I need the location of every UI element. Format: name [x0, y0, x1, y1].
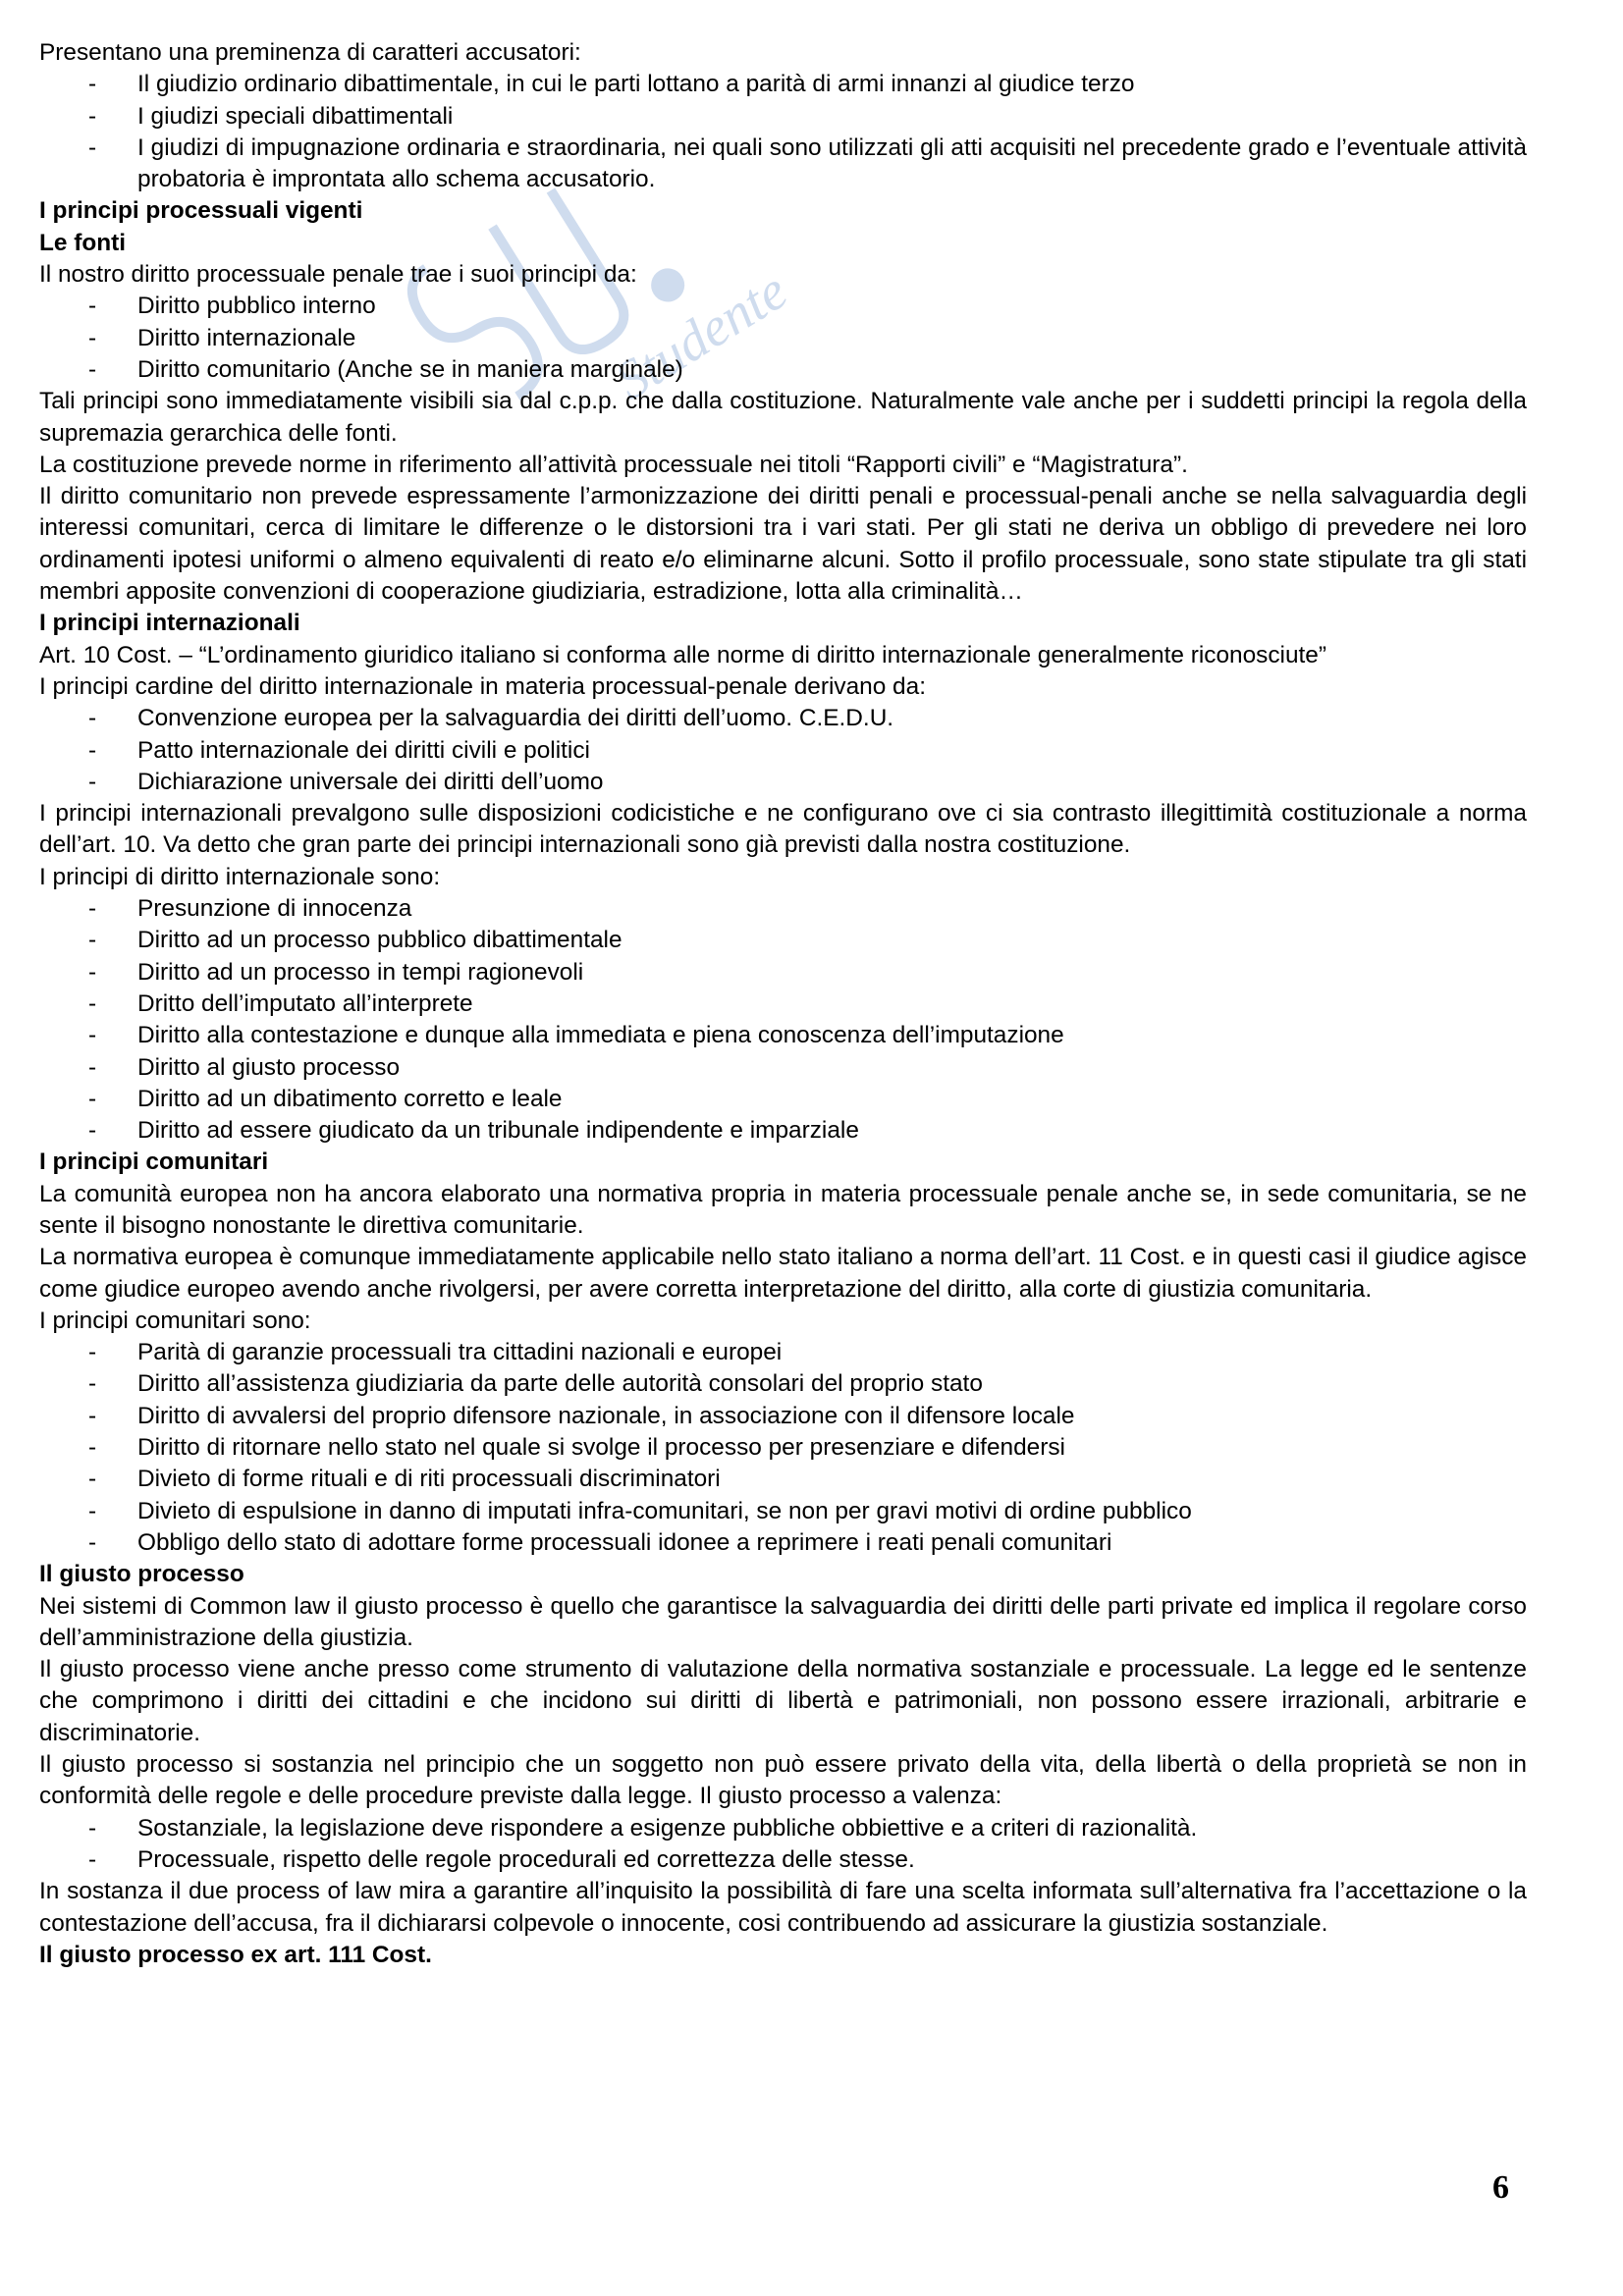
list-item: - Diritto di ritornare nello stato nel quale si svolge il processo per presenziare e difendersi: [39, 1432, 1527, 1464]
list-item: - I giudizi speciali dibattimentali: [39, 101, 1527, 133]
internazionali-principles-list: [39, 893, 1527, 1147]
list-item: - Diritto ad un processo in tempi ragionevoli: [39, 957, 1527, 988]
paragraph: I principi internazionali prevalgono sulle disposizioni codicistiche e ne configurano ove ci sia contrasto illegittimità costituzionale a norma dell’art. 10. Va detto che gran parte dei principi internazionali sono già previsti dalla nostra costituzione.: [39, 800, 1527, 859]
list-item: - Processuale, rispetto delle regole procedurali ed correttezza delle stesse.: [39, 1844, 1527, 1876]
paragraph: Il giusto processo viene anche presso come strumento di valutazione della normativa sostanziale e processuale. La legge ed le sentenze che comprimono i diritti dei cittadini e che incidono sui diritti di libertà e patrimoniali, non possono essere irrazionali, arbitrarie e discriminatorie.: [39, 1656, 1527, 1746]
watermark-text: Studente: [605, 259, 798, 412]
heading-giusto-processo: Il giusto processo: [39, 1561, 244, 1588]
paragraph: I principi comunitari sono:: [39, 1307, 311, 1334]
paragraph: Il nostro diritto processuale penale trae i suoi principi da:: [39, 261, 637, 289]
list-item: - Dritto dell’imputato all’interprete: [39, 988, 1527, 1020]
page-number: 6: [1492, 2169, 1509, 2206]
paragraph: La comunità europea non ha ancora elaborato una normativa propria in materia processuale penale anche se, in sede comunitaria, se ne sente il bisogno nonostante le direttiva comunitarie.: [39, 1180, 1527, 1239]
list-item: - Obbligo dello stato di adottare forme processuali idonee a reprimere i reati penali comunitari: [39, 1527, 1527, 1559]
comunitari-list: [39, 1337, 1527, 1559]
intro-paragraph: Presentano una preminenza di caratteri accusatori:: [39, 39, 581, 66]
paragraph: Il giusto processo si sostanzia nel principio che un soggetto non può essere privato della vita, della libertà o della proprietà se non in conformità delle regole e delle procedure previste dalla legge. Il giusto processo a valenza:: [39, 1751, 1527, 1810]
paragraph: I principi cardine del diritto internazionale in materia processual-penale derivano da:: [39, 672, 926, 700]
list-item: - Parità di garanzie processuali tra cittadini nazionali e europei: [39, 1337, 1527, 1368]
list-item: - Convenzione europea per la salvaguardia dei diritti dell’uomo. C.E.D.U.: [39, 703, 1527, 734]
paragraph: I principi di diritto internazionale sono:: [39, 863, 441, 890]
paragraph: La costituzione prevede norme in riferimento all’attività processuale nei titoli “Rapporti civili” e “Magistratura”.: [39, 451, 1188, 478]
list-item: - Patto internazionale dei diritti civili e politici: [39, 735, 1527, 767]
list-item: - Dichiarazione universale dei diritti dell’uomo: [39, 767, 1527, 798]
list-item: - Diritto al giusto processo: [39, 1052, 1527, 1084]
list-item: - Diritto alla contestazione e dunque alla immediata e piena conoscenza dell’imputazione: [39, 1020, 1527, 1051]
list-item: - Diritto ad essere giudicato da un tribunale indipendente e imparziale: [39, 1115, 1527, 1147]
paragraph: Il diritto comunitario non prevede espressamente l’armonizzazione dei diritti penali e processual-penali anche se nella salvaguardia degli interessi comunitari, cerca di limitare le differenze o le distorsioni tra i vari stati. Per gli stati ne deriva un obbligo di prevedere nei loro ordinamenti ipotesi uniformi o almeno equivalenti di reato e/o eliminarne alcuni. Sotto il profilo processuale, sono state stipulate tra gli stati membri apposite convenzioni di cooperazione giudiziaria, estradizione, lotta alla criminalità…: [39, 483, 1527, 606]
document-page: [39, 37, 1527, 1971]
paragraph: In sostanza il due process of law mira a garantire all’inquisito la possibilità di fare una scelta informata sull’alternativa fra l’accettazione o la contestazione dell’accusa, fra il dichiararsi colpevole o innocente, cosi contribuendo ad assicurare la giustizia sostanziale.: [39, 1878, 1527, 1937]
list-item: - Il giudizio ordinario dibattimentale, in cui le parti lottano a parità di armi innanzi al giudice terzo: [39, 69, 1527, 100]
paragraph: Tali principi sono immediatamente visibili sia dal c.p.p. che dalla costituzione. Naturalmente vale anche per i suddetti principi la regola della supremazia gerarchica delle fonti.: [39, 388, 1527, 447]
list-item: - Diritto internazionale: [39, 323, 1527, 354]
internazionali-sources-list: [39, 703, 1527, 798]
list-item: - Diritto pubblico interno: [39, 291, 1527, 322]
list-item: - Divieto di forme rituali e di riti processuali discriminatori: [39, 1464, 1527, 1495]
intro-list: [39, 69, 1527, 195]
list-item: - Divieto di espulsione in danno di imputati infra-comunitari, se non per gravi motivi di ordine pubblico: [39, 1496, 1527, 1527]
list-item: - Sostanziale, la legislazione deve rispondere a esigenze pubbliche obbiettive e a criteri di razionalità.: [39, 1813, 1527, 1844]
giusto-list: [39, 1813, 1527, 1877]
paragraph: Nei sistemi di Common law il giusto processo è quello che garantisce la salvaguardia dei diritti delle parti private ed implica il regolare corso dell’amministrazione della giustizia.: [39, 1592, 1527, 1651]
heading-fonti: Le fonti: [39, 229, 127, 256]
fonti-list: [39, 291, 1527, 386]
list-item: - Diritto all’assistenza giudiziaria da parte delle autorità consolari del proprio stato: [39, 1368, 1527, 1400]
heading-principi-internazionali: I principi internazionali: [39, 610, 300, 637]
heading-art-111: Il giusto processo ex art. 111 Cost.: [39, 1941, 432, 1968]
list-item: - Diritto di avvalersi del proprio difensore nazionale, in associazione con il difensore locale: [39, 1401, 1527, 1432]
list-item: - I giudizi di impugnazione ordinaria e straordinaria, nei quali sono utilizzati gli atti acquisiti nel precedente grado e l’eventuale attività probatoria è improntata allo schema accusatorio.: [39, 133, 1527, 196]
list-item: - Diritto comunitario (Anche se in maniera marginale): [39, 354, 1527, 386]
paragraph: Art. 10 Cost. – “L’ordinamento giuridico italiano si conforma alle norme di diritto internazionale generalmente riconosciute”: [39, 641, 1326, 668]
list-item: - Diritto ad un processo pubblico dibattimentale: [39, 925, 1527, 956]
list-item: - Diritto ad un dibatimento corretto e leale: [39, 1084, 1527, 1115]
list-item: - Presunzione di innocenza: [39, 893, 1527, 925]
heading-principi-vigenti: I principi processuali vigenti: [39, 197, 363, 225]
paragraph: La normativa europea è comunque immediatamente applicabile nello stato italiano a norma dell’art. 11 Cost. e in questi casi il giudice agisce come giudice europeo avendo anche rivolgersi, per avere corretta interpretazione del diritto, alla corte di giustizia comunitaria.: [39, 1244, 1527, 1303]
heading-principi-comunitari: I principi comunitari: [39, 1148, 269, 1176]
